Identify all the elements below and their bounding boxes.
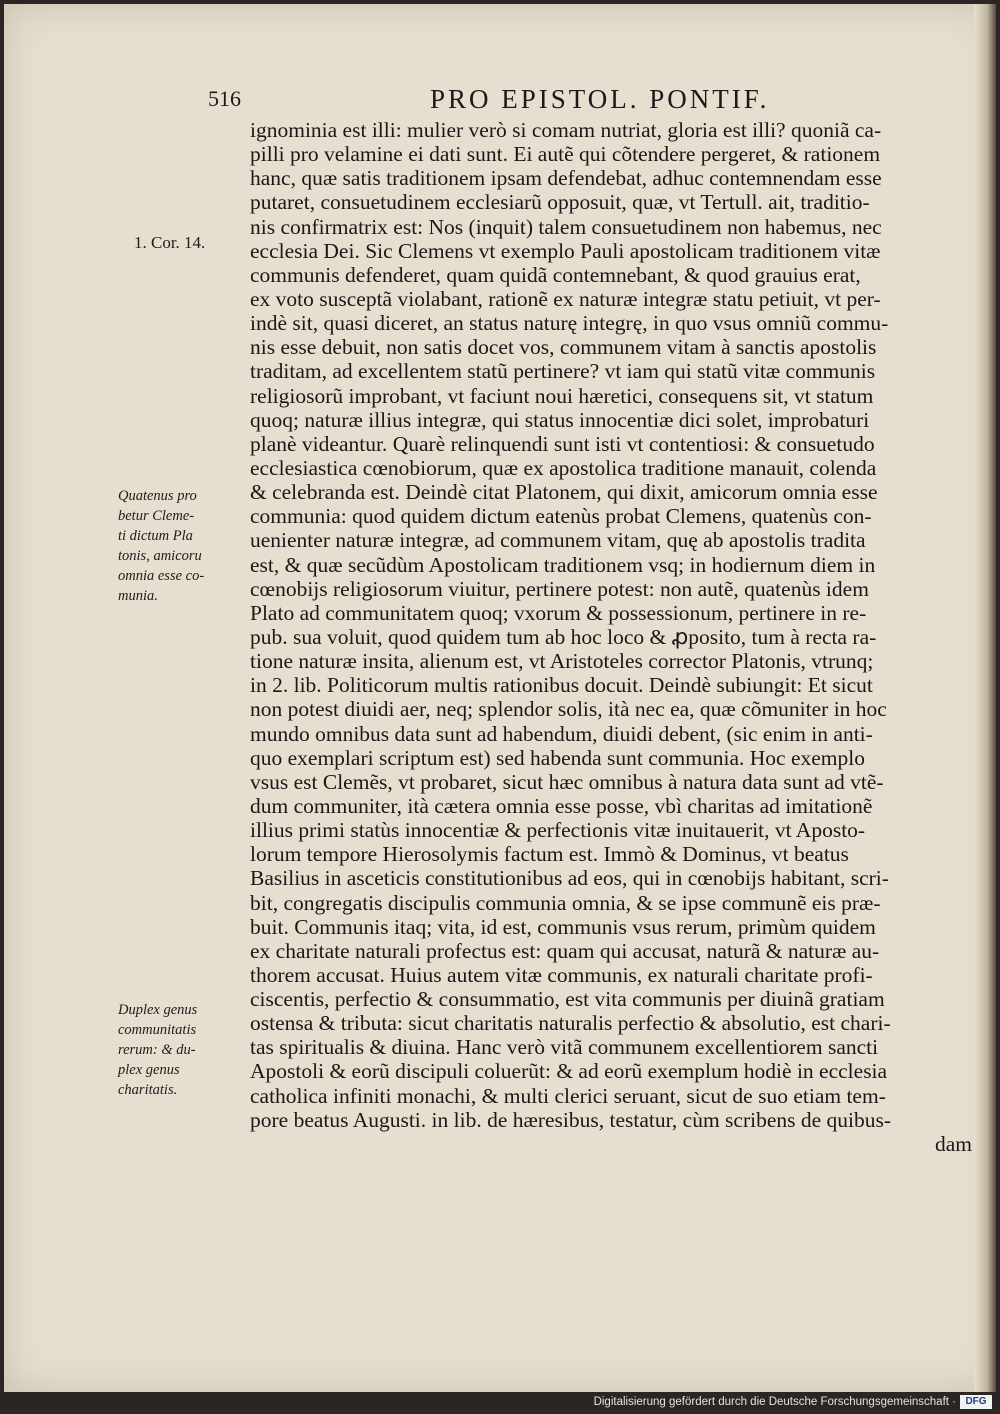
text-line: pub. sua voluit, quod quidem tum ab hoc loco & ꝓposito, tum à recta ra- bbox=[250, 624, 877, 649]
dfg-logo-icon: DFG bbox=[960, 1395, 992, 1409]
text-line: non potest diuidi aer, neq; splendor solis, ità nec ea, quæ cõmuniter in hoc bbox=[250, 697, 887, 722]
text-line: ignominia est illi: mulier verò si comam nutriat, gloria est illi? quoniã ca- bbox=[250, 118, 882, 142]
margin-note-plato bbox=[118, 486, 248, 606]
margin-note-line: tonis, amicoru bbox=[118, 548, 202, 564]
text-line: buit. Communis itaq; vita, id est, communis vsus rerum, primùm quidem bbox=[250, 914, 876, 939]
text-line: ecclesiastica cœnobiorum, quæ ex apostolica traditione manauit, colenda bbox=[250, 455, 877, 480]
text-line: ciscentis, perfectio & consummatio, est vita communis per diuinã gratiam bbox=[250, 987, 885, 1012]
margin-note-line: Quatenus pro bbox=[118, 488, 197, 504]
text-line: ex voto susceptã violabant, rationẽ ex naturæ integræ statu petiuit, vt per- bbox=[250, 286, 881, 311]
text-line: quo exemplari scriptum est) sed habenda sunt communia. Hoc exemplo bbox=[250, 745, 865, 770]
running-title: PRO EPISTOL. PONTIF. bbox=[430, 84, 770, 114]
text-line: est, & quæ secũdùm Apostolicam traditionem vsq; in hodiernum diem in bbox=[250, 552, 876, 577]
text-line: hanc, quæ satis traditionem ipsam defendebat, adhuc contemnendam esse bbox=[250, 166, 882, 191]
margin-note-line: communitatis bbox=[118, 1022, 197, 1038]
text-line: bit, congregatis discipulis communia omnia, & se ipse communẽ eis præ- bbox=[250, 890, 881, 915]
margin-note-line: plex genus bbox=[118, 1062, 180, 1078]
text-line: pilli pro velamine ei dati sunt. Ei autẽ qui cõtendere pergeret, & rationem bbox=[250, 142, 881, 167]
footer-credit: Digitalisierung gefördert durch die Deutsche Forschungsgemeinschaft · bbox=[593, 1396, 956, 1408]
text-line: nis esse debuit, non satis docet vos, communem vitam à sanctis apostolis bbox=[250, 335, 877, 360]
text-line: & celebranda est. Deindè citat Platonem, qui dixit, amicorum omnia esse bbox=[250, 480, 878, 505]
text-line: uenienter naturæ integræ, ad communem vitam, quę ab apostolis tradita bbox=[250, 528, 866, 553]
margin-note-line: rerum: & du- bbox=[118, 1042, 196, 1058]
text-line: pore beatus Augusti. in lib. de hæresibus, testatur, cùm scribens de quibus- bbox=[250, 1107, 892, 1132]
margin-note-line: betur Cleme- bbox=[118, 508, 195, 524]
text-line: nis confirmatrix est: Nos (inquit) talem consuetudinem non habemus, nec bbox=[250, 214, 882, 239]
text-line: catholica infiniti monachi, & multi clerici seruant, sicut de suo etiam tem- bbox=[250, 1083, 886, 1108]
text-line: ostensa & tributa: sicut charitatis naturalis perfectio & absolutio, est chari- bbox=[250, 1011, 891, 1036]
text-line: cœnobijs religiosorum viuitur, pertinere potest: non autẽ, quatenùs idem bbox=[250, 576, 869, 601]
margin-note-line: omnia esse co- bbox=[118, 568, 205, 584]
text-line: mundo omnibus data sunt ad habendum, diuidi debent, (sic enim in anti- bbox=[250, 721, 873, 746]
text-line: communia: quod quidem dictum eatenùs probat Clemens, quatenùs con- bbox=[250, 504, 872, 529]
text-line: illius primi statùs innocentiæ & perfectionis vitæ inuitauerit, vt Aposto- bbox=[250, 818, 866, 843]
margin-note-line: charitatis. bbox=[118, 1082, 178, 1098]
text-line: Basilius in asceticis constitutionibus ad eos, qui in cœnobijs habitant, scri- bbox=[250, 866, 889, 891]
text-line: Apostoli & eorũ discipuli coluerũt: & ad eorũ exemplum hodiè in ecclesia bbox=[250, 1059, 888, 1084]
text-line: putaret, consuetudinem ecclesiarũ opposuit, quæ, vt Tertull. ait, traditio- bbox=[250, 190, 870, 215]
margin-reference: 1. Cor. 14. bbox=[134, 233, 206, 252]
text-line: lorum tempore Hierosolymis factum est. Immò & Dominus, vt beatus bbox=[250, 842, 849, 867]
text-line: tione naturæ insita, alienum est, vt Aristoteles corrector Platonis, vtrunq; bbox=[250, 649, 874, 674]
text-line: quoq; naturæ illius integræ, qui status innocentiæ dici solet, improbaturi bbox=[250, 407, 870, 432]
margin-note-line: Duplex genus bbox=[118, 1002, 198, 1018]
book-page bbox=[4, 4, 996, 1392]
text-line: planè videantur. Quarè relinquendi sunt isti vt contentiosi: & consuetudo bbox=[250, 431, 875, 456]
text-line: ecclesia Dei. Sic Clemens vt exemplo Pauli apostolicam traditionem vitæ bbox=[250, 238, 881, 263]
margin-note-line: munia. bbox=[118, 588, 158, 604]
text-line: vsus est Clemẽs, vt probaret, sicut hæc omnibus à natura data sunt ad vtẽ- bbox=[250, 769, 884, 794]
margin-note-duplex bbox=[118, 1000, 248, 1100]
text-line: dum communiter, ità cætera omnia esse posse, vbì charitas ad imitationẽ bbox=[250, 793, 873, 818]
text-line: religiosorũ improbant, vt faciunt noui hæretici, consequens sit, vt statum bbox=[250, 383, 874, 408]
page-gutter-shadow bbox=[974, 4, 996, 1392]
text-line: tas spiritualis & diuina. Hanc verò vitã communem excellentiorem sancti bbox=[250, 1035, 879, 1060]
text-line: ex charitate naturali profectus est: quam qui accusat, naturã & naturæ au- bbox=[250, 938, 880, 963]
text-line: Plato ad communitatem quoq; vxorum & possessionum, pertinere in re- bbox=[250, 600, 867, 625]
catchword: dam bbox=[934, 1131, 972, 1156]
text-line: traditam, ad excellentem statũ pertinere? vt iam qui statũ vitæ communis bbox=[250, 359, 876, 384]
footer-bar bbox=[0, 1392, 1000, 1414]
text-line: thorem accusat. Huius autem vitæ communis, ex naturali charitate profi- bbox=[250, 962, 873, 987]
body-text bbox=[250, 118, 972, 1156]
margin-note-line: ti dictum Pla bbox=[118, 528, 193, 544]
text-line: indè sit, quasi diceret, an status naturę integrę, in quo vsus omniũ commu- bbox=[250, 311, 889, 336]
text-line: in 2. lib. Politicorum multis rationibus docuit. Deindè subiungit: Et sicut bbox=[250, 673, 873, 698]
text-line: communis defenderet, quam quidã contemnebant, & quod grauius erat, bbox=[250, 262, 861, 287]
page-number: 516 bbox=[208, 86, 241, 111]
